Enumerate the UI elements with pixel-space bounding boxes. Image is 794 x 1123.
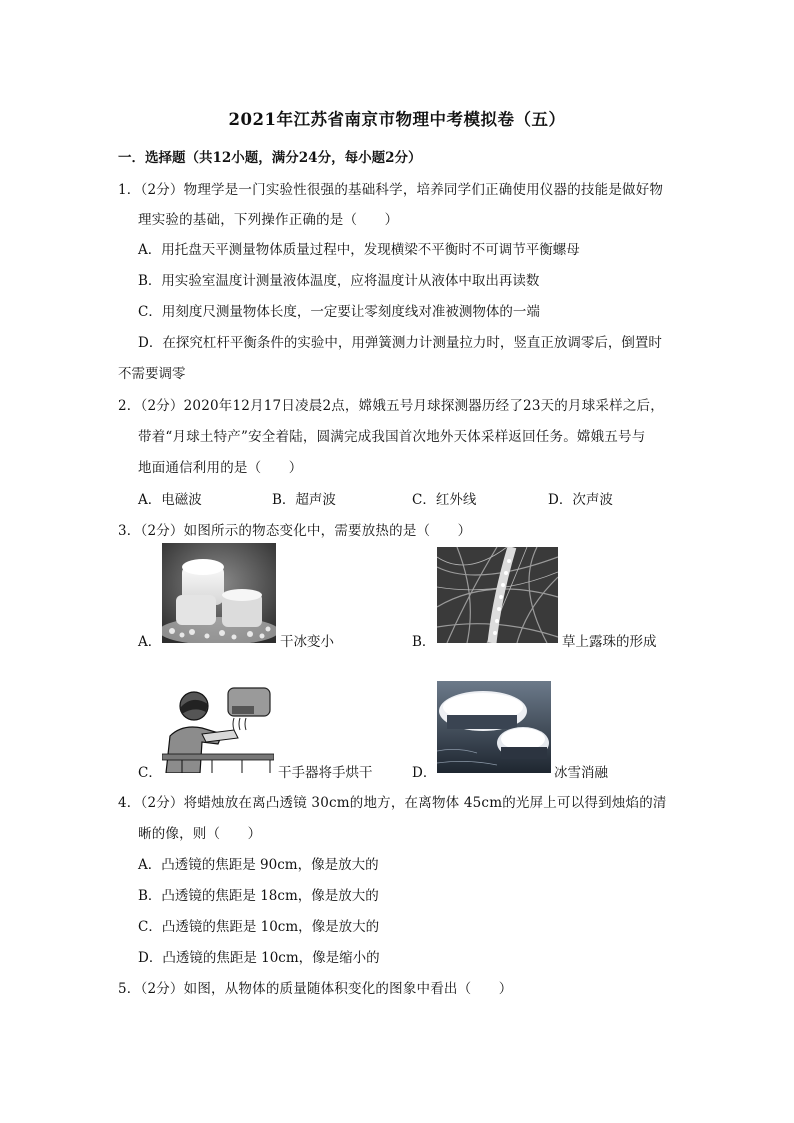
q2-option-d: D．次声波 [548, 492, 613, 508]
q4-option-c: C．凸透镜的焦距是 10cm，像是放大的 [138, 919, 380, 935]
q2-stem-line3: 地面通信利用的是（ ） [138, 460, 303, 476]
q1-option-a: A．用托盘天平测量物体质量过程中，发现横梁不平衡时不可调节平衡螺母 [138, 242, 580, 258]
dew-grass-image [437, 547, 558, 643]
q4-stem-line1: 4．（2分）将蜡烛放在离凸透镜 30cm的地方，在离物体 45cm的光屏上可以得到烛焰的清 [118, 795, 667, 811]
q2-option-c: C．红外线 [412, 492, 477, 508]
q3-option-d-label: D． [412, 765, 437, 781]
q4-option-b: B．凸透镜的焦距是 18cm，像是放大的 [138, 888, 379, 904]
q3-option-c-caption: 干手器将手烘干 [278, 765, 373, 781]
q2-option-b: B．超声波 [272, 492, 336, 508]
q1-option-d-line2: 不需要调零 [118, 366, 186, 382]
melting-snow-image [437, 681, 551, 773]
q1-stem-line1: 1．（2分）物理学是一门实验性很强的基础科学，培养同学们正确使用仪器的技能是做好物 [118, 182, 664, 198]
hand-dryer-image [162, 684, 274, 773]
q3-option-b-caption: 草上露珠的形成 [562, 634, 657, 650]
q4-option-a: A．凸透镜的焦距是 90cm，像是放大的 [138, 857, 379, 873]
page-title: 2021年江苏省南京市物理中考模拟卷（五） [228, 110, 566, 129]
q5-stem: 5．（2分）如图，从物体的质量随体积变化的图象中看出（ ） [118, 981, 513, 997]
q2-stem-line2: 带着“月球土特产”安全着陆，圆满完成我国首次地外天体采样返回任务。嫦娥五号与 [138, 429, 646, 445]
q4-option-d: D．凸透镜的焦距是 10cm，像是缩小的 [138, 950, 380, 966]
q4-stem-line2: 晰的像，则（ ） [138, 826, 262, 842]
q3-stem: 3．（2分）如图所示的物态变化中，需要放热的是（ ） [118, 523, 472, 539]
q2-option-a: A．电磁波 [138, 492, 202, 508]
dry-ice-image [162, 543, 276, 643]
q3-option-d-caption: 冰雪消融 [554, 765, 608, 781]
q3-option-a-caption: 干冰变小 [280, 634, 334, 650]
q2-stem-line1: 2．（2分）2020年12月17日凌晨2点，嫦娥五号月球探测器历经了23天的月球采样之后， [118, 398, 664, 414]
section-heading: 一．选择题（共12小题，满分24分，每小题2分） [118, 150, 422, 166]
q3-option-c-label: C． [138, 765, 162, 781]
q3-option-b-label: B． [412, 634, 436, 650]
q1-option-c: C．用刻度尺测量物体长度，一定要让零刻度线对准被测物体的一端 [138, 304, 540, 320]
q1-option-b: B．用实验室温度计测量液体温度，应将温度计从液体中取出再读数 [138, 273, 540, 289]
q3-option-a-label: A． [138, 634, 162, 650]
q1-option-d-line1: D．在探究杠杆平衡条件的实验中，用弹簧测力计测量拉力时，竖直正放调零后，倒置时 [138, 335, 662, 351]
q1-stem-line2: 理实验的基础，下列操作正确的是（ ） [138, 212, 399, 228]
